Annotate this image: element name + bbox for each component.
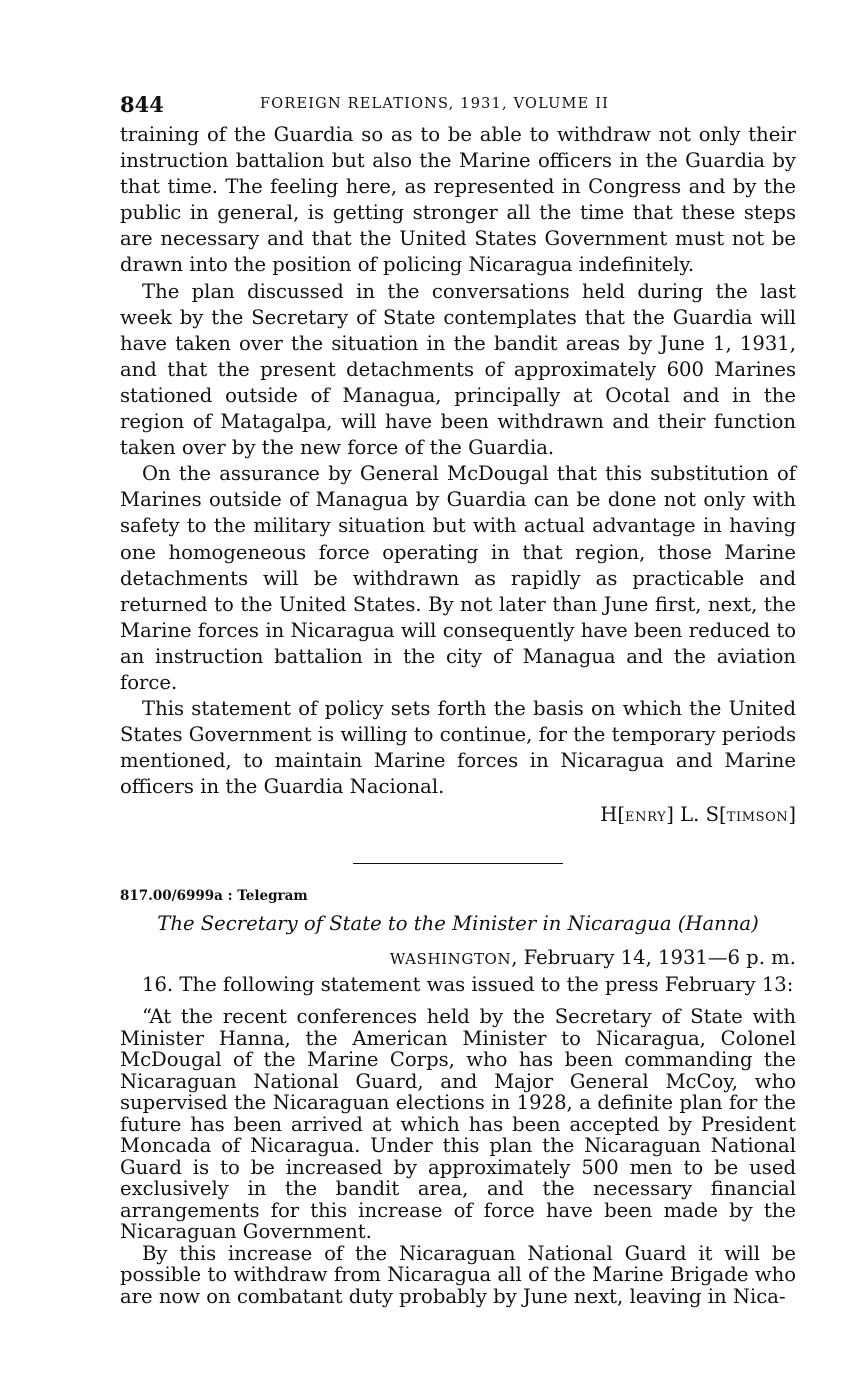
- telegram-intro: 16. The following statement was issued to the press February 13:: [142, 973, 794, 997]
- page-number: 844: [120, 92, 164, 117]
- quote-paragraph: By this increase of the Nicaraguan National Guard it will be possible to withdraw from Nicaragua all of the Marine Brigade who are now on combatant duty probably by June next, leaving in Nica-: [120, 1241, 796, 1308]
- body-paragraph: The plan discussed in the conversations held during the last week by the Secretary of State contemplates that the Guardia will have taken over the situation in the bandit areas by June 1, 1931, and that the present detachments of approximately 600 Marines stationed outside of Managua, principally at Ocotal and in the region of Matagalpa, will have been withdrawn and their function taken over by the new force of the Guardia.: [120, 279, 796, 460]
- document-page: [120, 92, 796, 1307]
- page-header: [120, 92, 796, 122]
- signature: H[ENRY] L. S[TIMSON]: [600, 803, 796, 827]
- file-number: 817.00/6999a : Telegram: [120, 888, 308, 905]
- quote-paragraph: “At the recent conferences held by the Secretary of State with Minister Hanna, the American Minister to Nicaragua, Colonel McDougal of the Marine Corps, who has been commanding the Nicaraguan National Guard, and Major General McCoy, who supervised the Nicaraguan elections in 1928, a definite plan for the future has been arrived at which has been accepted by President Moncada of Nicaragua. Under this plan the Nicaraguan National Guard is to be increased by approximately 500 men to be used exclusively in the bandit area, and the necessary financial arrangements for this increase of force have been made by the Nicaraguan Government.: [120, 1005, 796, 1244]
- letter-body: [120, 122, 796, 800]
- body-paragraph: This statement of policy sets forth the basis on which the United States Government is willing to continue, for the temporary periods mentioned, to maintain Marine forces in Nicaragua and Marine officers in the Guardia Nacional.: [120, 697, 796, 799]
- press-statement: [120, 1006, 796, 1307]
- running-head: FOREIGN RELATIONS, 1931, VOLUME II: [260, 96, 610, 112]
- body-paragraph: On the assurance by General McDougal that this substitution of Marines outside of Managua by Guardia can be done not only with safety to the military situation but with actual advantage in having one homogeneous force operating in that region, those Marine detachments will be withdrawn as rapidly as practicable and returned to the United States. By not later than June first, next, the Marine forces in Nicaragua will consequently have been reduced to an instruction battalion in the city of Managua and the aviation force.: [120, 462, 796, 694]
- document-title: The Secretary of State to the Minister in Nicaragua (Hanna): [157, 912, 759, 936]
- body-paragraph: training of the Guardia so as to be able to withdraw not only their instruction battalion but also the Marine officers in the Guardia by that time. The feeling here, as represented in Congress and by the public in general, is getting stronger all the time that these steps are necessary and that the United States Government must not be drawn into the position of policing Nicaragua indefinitely.: [120, 123, 796, 277]
- dateline: WASHINGTON, February 14, 1931—6 p. m.: [389, 946, 796, 970]
- section-divider: [353, 863, 563, 864]
